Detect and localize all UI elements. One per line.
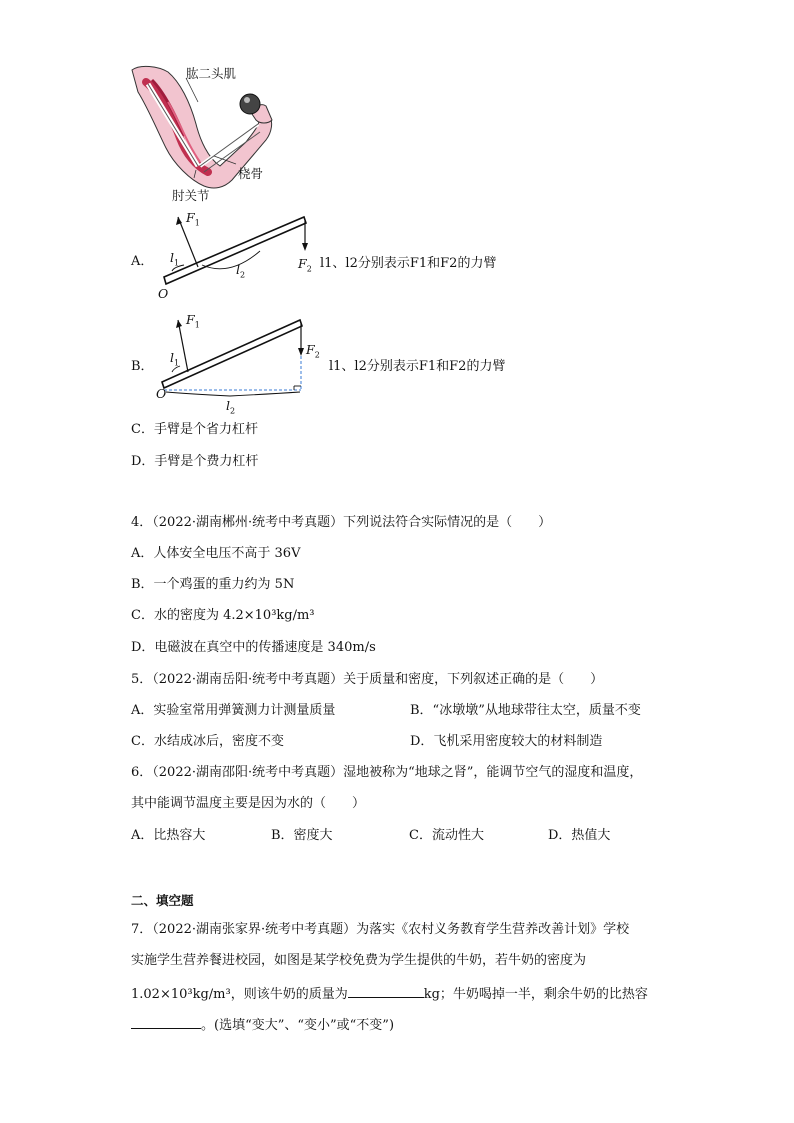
q6-option-a: A．比热容大 [131, 828, 206, 843]
a-note: l1、l2分别表示F1和F2的力臂 [320, 256, 497, 271]
q4-option-a: A．人体安全电压不高于 36V [131, 546, 301, 561]
q7-line3-part1: 1.02×10³kg/m³，则该牛奶的质量为 [131, 987, 348, 1002]
q6-stem-line2: 其中能调节温度主要是因为水的（ ） [131, 796, 366, 811]
q4-stem: 4．（2022·湖南郴州·统考中考真题）下列说法符合实际情况的是（ ） [131, 515, 552, 530]
q4-option-c: C．水的密度为 4.2×10³kg/m³ [131, 608, 315, 623]
q6-option-c: C．流动性大 [409, 828, 484, 843]
q7-line3-part2: kg；牛奶喝掉一半，剩余牛奶的比热容 [423, 987, 648, 1002]
a-o-label: O [158, 286, 169, 301]
q7-line1: 7．（2022·湖南张家界·统考中考真题）为落实《农村义务教育学生营养改善计划》学校 [131, 922, 630, 937]
q4-option-d: D．电磁波在真空中的传播速度是 340m/s [131, 640, 376, 655]
q6-option-b: B．密度大 [271, 828, 333, 843]
q5-option-c: C．水结成冰后，密度不变 [131, 734, 284, 749]
q5-option-d: D．飞机采用密度较大的材料制造 [410, 734, 603, 749]
b-l1-label: $l_1$ [170, 350, 180, 368]
q5-stem: 5．（2022·湖南岳阳·统考中考真题）关于质量和密度，下列叙述正确的是（ ） [131, 672, 604, 687]
a-f1-label: $F_1$ [186, 210, 200, 228]
q5-option-b: B．“冰墩墩”从地球带往太空，质量不变 [410, 703, 641, 718]
b-o-label: O [156, 386, 167, 401]
q4-option-b: B．一个鸡蛋的重力约为 5N [131, 577, 295, 592]
radius-label: 桡骨 [238, 166, 264, 181]
b-note: l1、l2分别表示F1和F2的力臂 [329, 359, 506, 374]
a-l2-label: $l_2$ [236, 262, 246, 280]
arm-figure [128, 62, 288, 202]
q6-stem-line1: 6．（2022·湖南邵阳·统考中考真题）湿地被称为“地球之肾”，能调节空气的湿度和温度， [131, 765, 643, 780]
section-title: 二、填空题 [131, 893, 194, 908]
q7-line4-text: 。(选填“变大”、“变小”或“不变”) [201, 1018, 395, 1033]
q5-option-a: A．实验室常用弹簧测力计测量质量 [131, 703, 336, 718]
q7-line2: 实施学生营养餐进校园，如图是某学校免费为学生提供的牛奶，若牛奶的密度为 [131, 953, 587, 968]
b-l2-label: $l_2$ [226, 398, 236, 416]
q3-option-c: C．手臂是个省力杠杆 [131, 422, 258, 437]
a-l1-label: $l_1$ [170, 250, 180, 268]
q7-blank-heat[interactable] [131, 1015, 201, 1029]
q3-option-d: D．手臂是个费力杠杆 [131, 454, 259, 469]
q7-blank-mass[interactable] [348, 984, 424, 998]
a-f2-label: $F_2$ [298, 256, 312, 274]
elbow-label: 肘关节 [172, 188, 210, 203]
biceps-label: 肱二头肌 [186, 66, 237, 81]
q7-line4 [131, 1015, 394, 1034]
option-a-prefix: A． [131, 254, 154, 269]
q7-line3 [131, 984, 648, 1003]
b-f1-label: $F_1$ [186, 312, 200, 330]
b-f2-label: $F_2$ [306, 342, 320, 360]
arm-illustration [128, 62, 288, 202]
option-b-prefix: B． [131, 359, 154, 374]
q6-option-d: D．热值大 [548, 828, 611, 843]
